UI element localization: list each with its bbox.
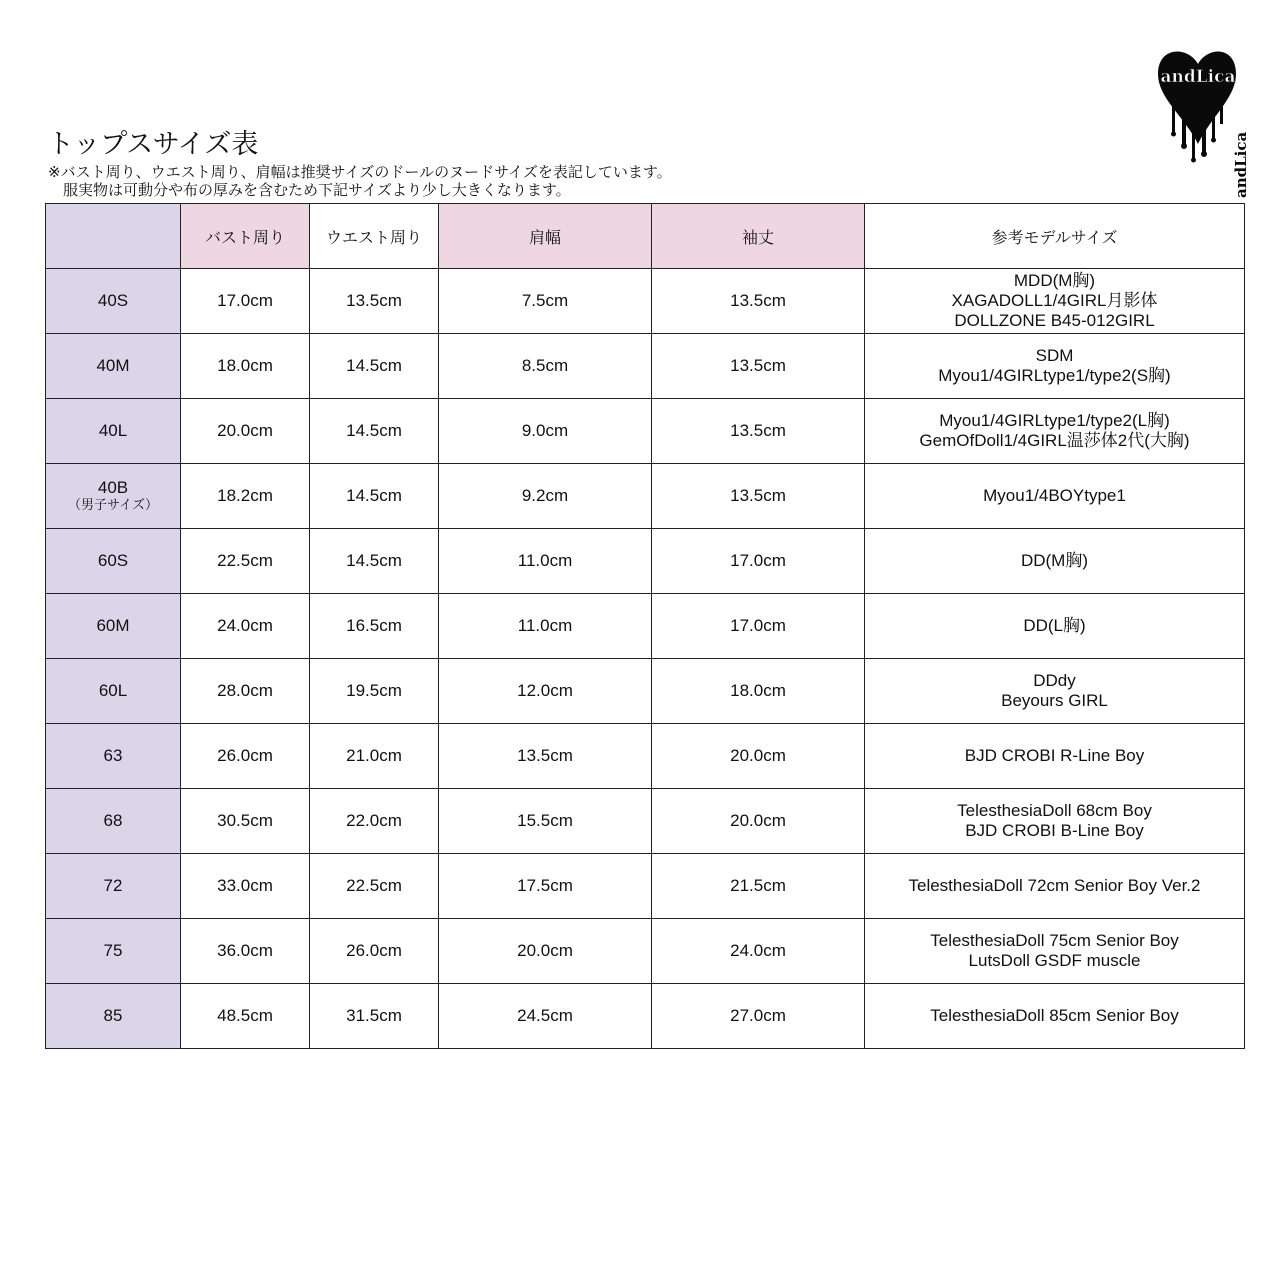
size-label bbox=[46, 789, 181, 854]
size-label bbox=[46, 399, 181, 464]
header-sleeve: 袖丈 bbox=[652, 204, 865, 269]
model-line: BJD CROBI R-Line Boy bbox=[964, 746, 1145, 765]
table-row bbox=[46, 789, 1245, 854]
cell-bust: 48.5cm bbox=[181, 984, 310, 1049]
size-label bbox=[46, 464, 181, 529]
size-name: 68 bbox=[103, 811, 123, 830]
size-name: 40S bbox=[97, 291, 129, 310]
cell-waist: 19.5cm bbox=[310, 659, 439, 724]
cell-bust: 18.0cm bbox=[181, 334, 310, 399]
model-line: TelesthesiaDoll 85cm Senior Boy bbox=[930, 1006, 1179, 1025]
model-line: Myou1/4GIRLtype1/type2(S胸) bbox=[938, 366, 1171, 385]
cell-bust: 18.2cm bbox=[181, 464, 310, 529]
size-name: 85 bbox=[103, 1006, 123, 1025]
model-line: TelesthesiaDoll 72cm Senior Boy Ver.2 bbox=[908, 876, 1201, 895]
model-line: GemOfDoll1/4GIRL温莎体2代(大胸) bbox=[919, 431, 1190, 450]
cell-model bbox=[865, 919, 1245, 984]
size-label bbox=[46, 659, 181, 724]
note-line-1: ※バスト周り、ウエスト周り、肩幅は推奨サイズのドールのヌードサイズを表記しています。 bbox=[48, 163, 672, 181]
table-row bbox=[46, 269, 1245, 334]
cell-waist: 31.5cm bbox=[310, 984, 439, 1049]
header-waist: ウエスト周り bbox=[310, 204, 439, 269]
size-label bbox=[46, 594, 181, 659]
cell-sleeve: 21.5cm bbox=[652, 854, 865, 919]
cell-model bbox=[865, 464, 1245, 529]
size-sub-label: （男子サイズ） bbox=[68, 498, 158, 513]
logo-text-vertical: andLica bbox=[1232, 131, 1250, 198]
size-name: 40B bbox=[97, 478, 129, 497]
table-row bbox=[46, 724, 1245, 789]
page-title: トップスサイズ表 bbox=[47, 129, 259, 160]
size-name: 60L bbox=[98, 681, 128, 700]
size-name: 40L bbox=[98, 421, 128, 440]
cell-model bbox=[865, 399, 1245, 464]
header-size bbox=[46, 204, 181, 269]
cell-bust: 17.0cm bbox=[181, 269, 310, 334]
size-name: 60M bbox=[96, 616, 130, 635]
cell-shoulder: 20.0cm bbox=[439, 919, 652, 984]
cell-sleeve: 13.5cm bbox=[652, 334, 865, 399]
size-label bbox=[46, 724, 181, 789]
cell-bust: 36.0cm bbox=[181, 919, 310, 984]
cell-bust: 33.0cm bbox=[181, 854, 310, 919]
table-row bbox=[46, 854, 1245, 919]
table-row bbox=[46, 334, 1245, 399]
header-bust: バスト周り bbox=[181, 204, 310, 269]
cell-model bbox=[865, 854, 1245, 919]
cell-waist: 22.0cm bbox=[310, 789, 439, 854]
model-line: DD(L胸) bbox=[1023, 616, 1086, 635]
cell-waist: 14.5cm bbox=[310, 464, 439, 529]
cell-bust: 26.0cm bbox=[181, 724, 310, 789]
size-label bbox=[46, 919, 181, 984]
model-line: DD(M胸) bbox=[1020, 551, 1089, 570]
size-label bbox=[46, 854, 181, 919]
cell-shoulder: 8.5cm bbox=[439, 334, 652, 399]
cell-model bbox=[865, 659, 1245, 724]
size-label bbox=[46, 984, 181, 1049]
model-line: XAGADOLL1/4GIRL月影体 bbox=[951, 291, 1158, 310]
cell-sleeve: 13.5cm bbox=[652, 269, 865, 334]
cell-sleeve: 20.0cm bbox=[652, 789, 865, 854]
model-line: TelesthesiaDoll 68cm Boy bbox=[957, 801, 1152, 820]
cell-sleeve: 17.0cm bbox=[652, 529, 865, 594]
cell-sleeve: 17.0cm bbox=[652, 594, 865, 659]
model-line: Beyours GIRL bbox=[1001, 691, 1108, 710]
cell-shoulder: 17.5cm bbox=[439, 854, 652, 919]
cell-shoulder: 11.0cm bbox=[439, 594, 652, 659]
cell-shoulder: 24.5cm bbox=[439, 984, 652, 1049]
cell-shoulder: 9.2cm bbox=[439, 464, 652, 529]
cell-bust: 30.5cm bbox=[181, 789, 310, 854]
table-row bbox=[46, 919, 1245, 984]
cell-bust: 24.0cm bbox=[181, 594, 310, 659]
logo-text: andLica bbox=[1160, 67, 1236, 87]
table-row bbox=[46, 529, 1245, 594]
cell-shoulder: 11.0cm bbox=[439, 529, 652, 594]
cell-model bbox=[865, 984, 1245, 1049]
model-line: BJD CROBI B-Line Boy bbox=[965, 821, 1144, 840]
model-line: DOLLZONE B45-012GIRL bbox=[954, 311, 1155, 330]
size-table bbox=[45, 203, 1245, 1049]
size-name: 72 bbox=[103, 876, 123, 895]
table-row bbox=[46, 464, 1245, 529]
size-label bbox=[46, 334, 181, 399]
model-line: LutsDoll GSDF muscle bbox=[968, 951, 1141, 970]
cell-model bbox=[865, 529, 1245, 594]
header-shoulder: 肩幅 bbox=[439, 204, 652, 269]
cell-shoulder: 15.5cm bbox=[439, 789, 652, 854]
cell-model bbox=[865, 334, 1245, 399]
cell-model bbox=[865, 724, 1245, 789]
model-line: SDM bbox=[1035, 346, 1074, 365]
cell-bust: 22.5cm bbox=[181, 529, 310, 594]
table-row bbox=[46, 659, 1245, 724]
size-name: 40M bbox=[96, 356, 130, 375]
cell-sleeve: 13.5cm bbox=[652, 399, 865, 464]
model-line: Myou1/4BOYtype1 bbox=[983, 486, 1126, 505]
cell-shoulder: 7.5cm bbox=[439, 269, 652, 334]
header-model: 参考モデルサイズ bbox=[865, 204, 1245, 269]
cell-waist: 13.5cm bbox=[310, 269, 439, 334]
cell-waist: 14.5cm bbox=[310, 529, 439, 594]
size-label bbox=[46, 529, 181, 594]
cell-model bbox=[865, 594, 1245, 659]
size-name: 75 bbox=[103, 941, 123, 960]
model-line: DDdy bbox=[1033, 671, 1076, 690]
cell-waist: 16.5cm bbox=[310, 594, 439, 659]
cell-shoulder: 9.0cm bbox=[439, 399, 652, 464]
table-row bbox=[46, 984, 1245, 1049]
table-header-row bbox=[46, 204, 1245, 269]
size-label bbox=[46, 269, 181, 334]
model-line: MDD(M胸) bbox=[1013, 271, 1096, 290]
cell-waist: 14.5cm bbox=[310, 334, 439, 399]
model-line: Myou1/4GIRLtype1/type2(L胸) bbox=[939, 411, 1170, 430]
cell-sleeve: 24.0cm bbox=[652, 919, 865, 984]
cell-model bbox=[865, 789, 1245, 854]
dripping-heart-icon bbox=[1150, 40, 1254, 200]
table-row bbox=[46, 399, 1245, 464]
table-row bbox=[46, 594, 1245, 659]
cell-waist: 21.0cm bbox=[310, 724, 439, 789]
size-name: 60S bbox=[97, 551, 129, 570]
cell-sleeve: 13.5cm bbox=[652, 464, 865, 529]
cell-sleeve: 20.0cm bbox=[652, 724, 865, 789]
cell-sleeve: 27.0cm bbox=[652, 984, 865, 1049]
cell-waist: 26.0cm bbox=[310, 919, 439, 984]
cell-bust: 28.0cm bbox=[181, 659, 310, 724]
cell-sleeve: 18.0cm bbox=[652, 659, 865, 724]
cell-shoulder: 12.0cm bbox=[439, 659, 652, 724]
cell-waist: 22.5cm bbox=[310, 854, 439, 919]
cell-model bbox=[865, 269, 1245, 334]
cell-shoulder: 13.5cm bbox=[439, 724, 652, 789]
size-name: 63 bbox=[103, 746, 123, 765]
note-line-2: 服実物は可動分や布の厚みを含むため下記サイズより少し大きくなります。 bbox=[63, 181, 571, 199]
model-line: TelesthesiaDoll 75cm Senior Boy bbox=[930, 931, 1179, 950]
cell-bust: 20.0cm bbox=[181, 399, 310, 464]
cell-waist: 14.5cm bbox=[310, 399, 439, 464]
